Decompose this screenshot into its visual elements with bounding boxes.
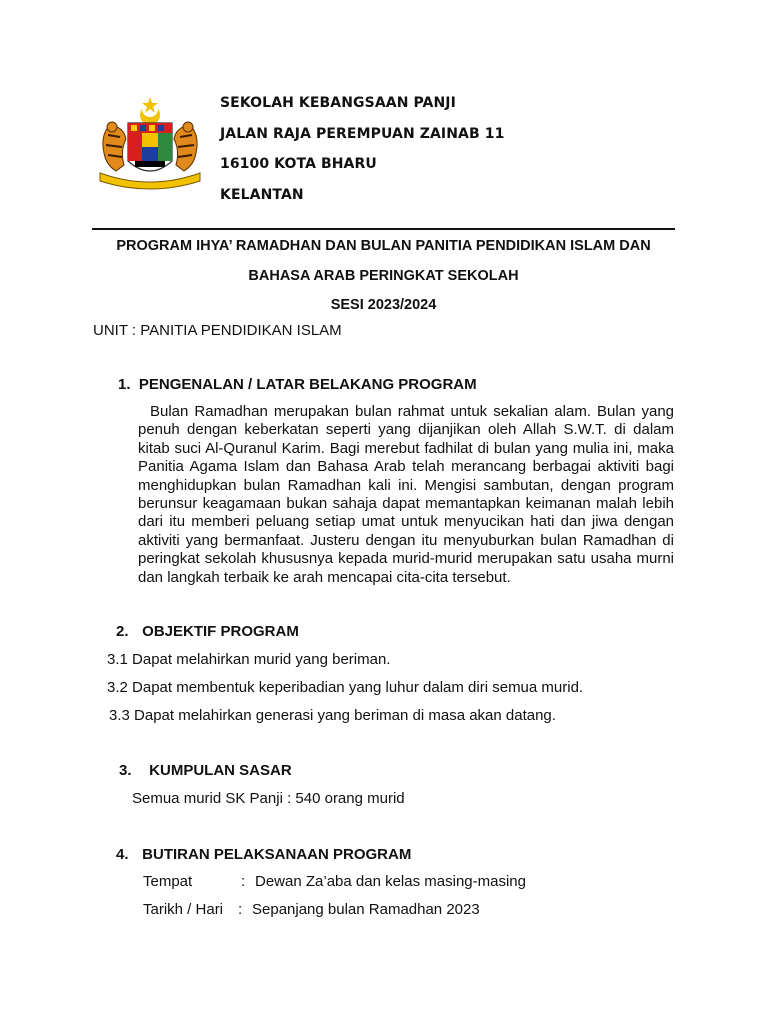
section-3-heading [119, 762, 292, 779]
section-2-heading [116, 623, 299, 640]
objective-item: 3.2 Dapat membentuk keperibadian yang luhur dalam diri semua murid. [107, 679, 584, 696]
header-divider [92, 228, 675, 230]
detail-label-place: Tempat [143, 873, 193, 890]
school-postcode-city: 16100 KOTA BHARU [220, 156, 377, 172]
section-3-number: 3. [119, 762, 132, 779]
objective-item: 3.3 Dapat melahirkan generasi yang beriman di masa akan datang. [109, 707, 556, 724]
section-4-heading [116, 846, 411, 863]
school-street: JALAN RAJA PEREMPUAN ZAINAB 11 [220, 125, 505, 142]
section-3-title: KUMPULAN SASAR [149, 762, 292, 779]
detail-separator: : [238, 901, 243, 918]
detail-separator: : [241, 873, 246, 890]
target-group-text: Semua murid SK Panji : 540 orang murid [132, 790, 405, 807]
document-title-line-2: BAHASA ARAB PERINGKAT SEKOLAH [248, 268, 519, 284]
section-2-title: OBJEKTIF PROGRAM [142, 623, 299, 640]
school-name: SEKOLAH KEBANGSAAN PANJI [220, 95, 456, 111]
document-title-line-3: SESI 2023/2024 [330, 297, 437, 313]
section-1-title: PENGENALAN / LATAR BELAKANG PROGRAM [138, 376, 477, 393]
objective-item: 3.1 Dapat melahirkan murid yang beriman. [107, 651, 391, 668]
section-1-number: 1. [118, 376, 131, 393]
section-1-heading [118, 376, 477, 393]
coat-of-arms-icon [90, 95, 210, 195]
school-state: KELANTAN [220, 186, 304, 203]
school-address-block [220, 88, 504, 210]
detail-label-date: Tarikh / Hari [143, 901, 224, 918]
detail-value-place: Dewan Za’aba dan kelas masing-masing [255, 873, 526, 890]
unit-line: UNIT : PANITIA PENDIDIKAN ISLAM [93, 322, 342, 339]
section-4-title: BUTIRAN PELAKSANAAN PROGRAM [142, 846, 412, 863]
section-4-number: 4. [116, 846, 129, 863]
section-2-number: 2. [116, 623, 129, 640]
document-title-line-1: PROGRAM IHYA’ RAMADHAN DAN BULAN PANITIA PENDIDIKAN ISLAM DAN [116, 238, 651, 254]
section-1-paragraph: Bulan Ramadhan merupakan bulan rahmat untuk sekalian alam. Bulan yang penuh dengan keberkatan seperti yang dijanjikan oleh Allah S.W.T. di dalam kitab suci Al-Quranul Karim. Bagi merebut fadhilat di bulan yang mulia ini, maka Panitia Agama Islam dan Bahasa Arab telah merancang berbagai aktiviti bagi menghidupkan bulan Ramadhan kali ini. Mengisi sambutan, dengan program berunsur keagamaan bukan sahaja dapat memantapkan keimanan malah lebih dari itu memberi peluang setiap umat untuk menyucikan hati dan jiwa dengan aktiviti yang bermanfaat. Justeru dengan itu menyuburkan bulan Ramadhan di peringkat sekolah khususnya kepada murid-murid merupakan satu usaha murni dan langkah terbaik ke arah mencapai cita-cita tersebut. [138, 403, 674, 586]
detail-value-date: Sepanjang bulan Ramadhan 2023 [252, 901, 480, 918]
